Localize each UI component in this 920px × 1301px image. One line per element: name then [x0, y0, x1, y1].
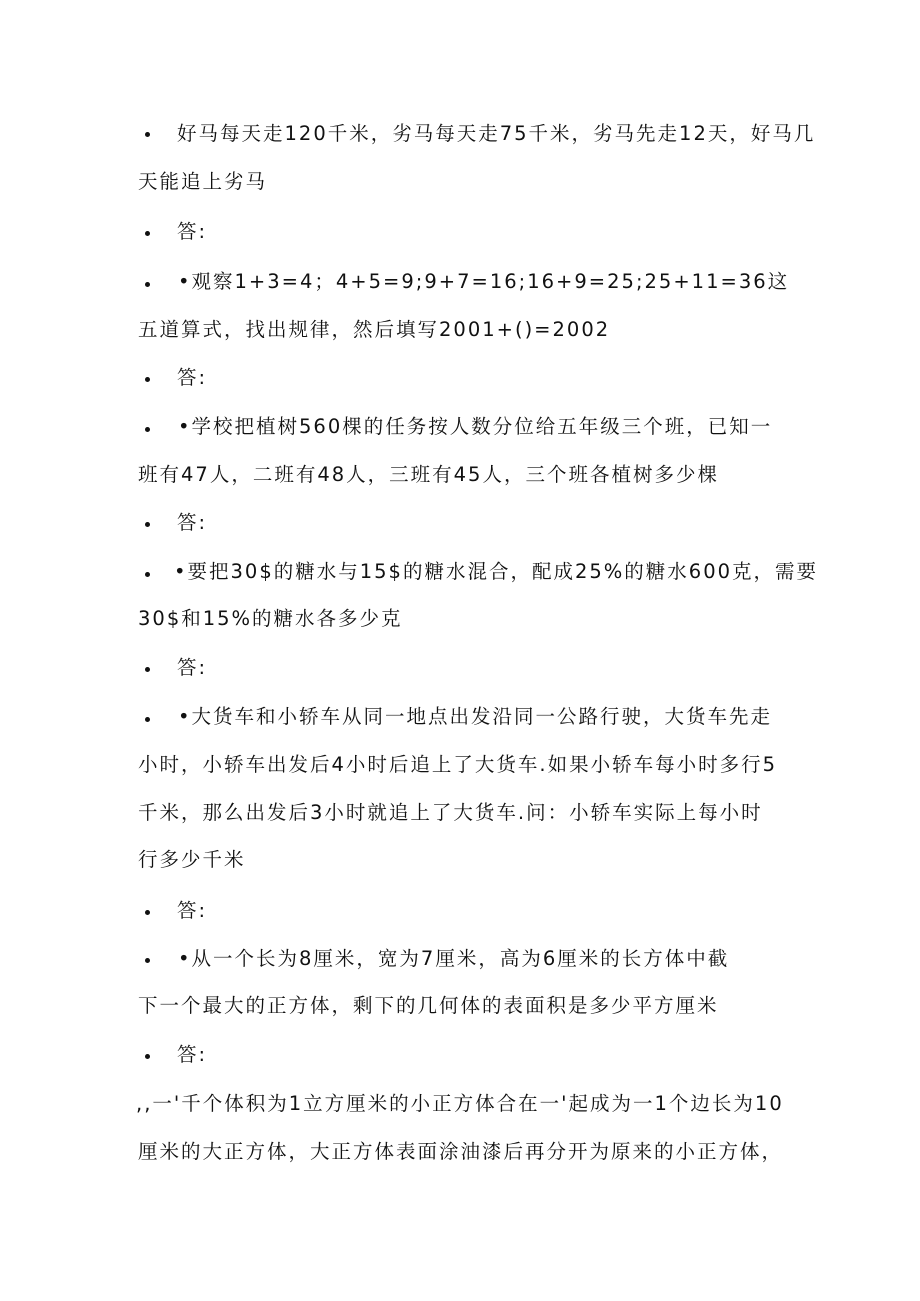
answer-label-1: 答:	[177, 220, 208, 243]
problem-1-line-1: 好马每天走120千米，劣马每天走75千米，劣马先走12天，好马几	[177, 122, 816, 145]
problem-6-line-2: 下一个最大的正方体，剩下的几何体的表面积是多少平方厘米	[138, 994, 719, 1017]
answer-label-6: 答:	[177, 1043, 208, 1066]
bullet-marker	[145, 522, 150, 527]
problem-3-line-1: •学校把植树560棵的任务按人数分位给五年级三个班，已知一	[178, 415, 773, 438]
bullet-marker	[145, 1054, 150, 1059]
problem-1-line-2: 天能追上劣马	[138, 170, 268, 193]
bullet-marker	[145, 231, 150, 236]
bullet-marker	[145, 427, 150, 432]
bullet-marker	[145, 958, 150, 963]
problem-5-line-2: 小时，小轿车出发后4小时后追上了大货车.如果小轿车每小时多行5	[138, 753, 778, 776]
bullet-marker	[145, 282, 150, 287]
bullet-marker	[145, 132, 150, 137]
problem-7-line-2: 厘米的大正方体，大正方体表面涂油漆后再分开为原来的小正方体，	[138, 1140, 784, 1163]
problem-5-line-1: •大货车和小轿车从同一地点出发沿同一公路行驶，大货车先走	[178, 705, 773, 728]
bullet-marker	[145, 667, 150, 672]
problem-2-line-2: 五道算式，找出规律，然后填写2001+()=2002	[138, 318, 611, 341]
problem-7-line-1: ,,一'千个体积为1立方厘米的小正方体合在一'起成为一1个边长为10	[136, 1092, 784, 1115]
answer-label-5: 答:	[177, 899, 208, 922]
problem-2-line-1: •观察1+3=4；4+5=9;9+7=16;16+9=25;25+11=36这	[178, 270, 790, 293]
bullet-marker	[145, 572, 150, 577]
problem-6-line-1: •从一个长为8厘米，宽为7厘米，高为6厘米的长方体中截	[178, 947, 730, 970]
problem-4-line-2: 30$和15%的糖水各多少克	[138, 607, 403, 630]
problem-4-line-1: •要把30$的糖水与15$的糖水混合，配成25%的糖水600克，需要	[174, 560, 819, 583]
answer-label-4: 答:	[177, 656, 208, 679]
problem-3-line-2: 班有47人，二班有48人，三班有45人，三个班各植树多少棵	[138, 463, 719, 486]
bullet-marker	[145, 717, 150, 722]
problem-5-line-4: 行多少千米	[138, 848, 246, 871]
answer-label-2: 答:	[177, 366, 208, 389]
answer-label-3: 答:	[177, 511, 208, 534]
bullet-marker	[145, 910, 150, 915]
problem-5-line-3: 千米，那么出发后3小时就追上了大货车.问：小轿车实际上每小时	[138, 801, 763, 824]
bullet-marker	[145, 377, 150, 382]
